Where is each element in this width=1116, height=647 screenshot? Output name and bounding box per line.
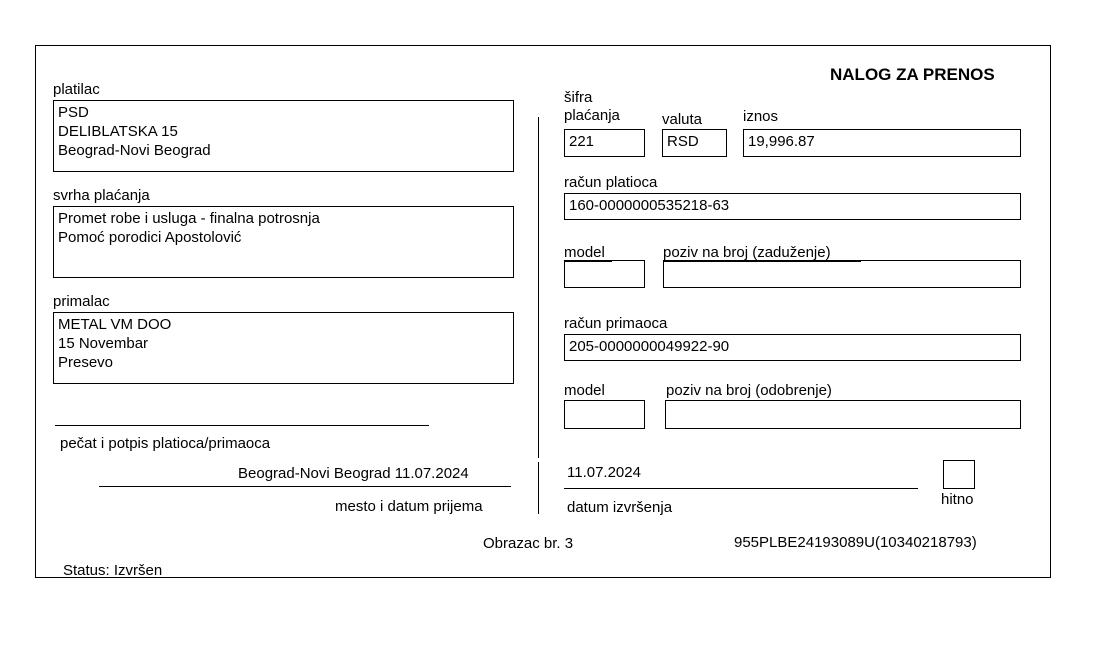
reference-code: 955PLBE24193089U(10340218793) bbox=[734, 534, 977, 551]
column-divider-bottom bbox=[538, 462, 539, 514]
recipient-account-label: račun primaoca bbox=[564, 315, 668, 332]
urgent-checkbox[interactable] bbox=[943, 460, 975, 489]
place-date-value: Beograd-Novi Beograd 11.07.2024 bbox=[238, 465, 469, 482]
debit-model-label: model bbox=[564, 244, 605, 261]
credit-model-label: model bbox=[564, 382, 605, 399]
execution-date-label: datum izvršenja bbox=[567, 499, 673, 516]
payer-label: platilac bbox=[53, 81, 100, 98]
signature-line bbox=[55, 425, 429, 426]
amount-field[interactable]: 19,996.87 bbox=[743, 129, 1021, 157]
credit-reference-field[interactable] bbox=[665, 400, 1021, 429]
purpose-field[interactable]: Promet robe i usluga - finalna potrosnja Pomoć porodici Apostolović bbox=[53, 206, 514, 278]
urgent-label: hitno bbox=[941, 491, 974, 508]
payment-code-label-1: šifra bbox=[564, 89, 593, 106]
recipient-account-field[interactable]: 205-0000000049922-90 bbox=[564, 334, 1021, 361]
execution-date-value: 11.07.2024 bbox=[567, 464, 641, 481]
payer-account-field[interactable]: 160-0000000535218-63 bbox=[564, 193, 1021, 220]
payment-code-label-2: plaćanja bbox=[564, 107, 620, 124]
payer-field[interactable]: PSD DELIBLATSKA 15 Beograd-Novi Beograd bbox=[53, 100, 514, 172]
credit-model-field[interactable] bbox=[564, 400, 645, 429]
place-date-line bbox=[99, 486, 511, 487]
debit-reference-label: poziv na broj (zaduženje) bbox=[663, 244, 831, 261]
place-date-label: mesto i datum prijema bbox=[335, 498, 483, 515]
column-divider bbox=[538, 117, 539, 458]
amount-label: iznos bbox=[743, 108, 779, 125]
debit-reference-field[interactable] bbox=[663, 260, 1021, 288]
purpose-label: svrha plaćanja bbox=[53, 187, 150, 204]
recipient-label: primalac bbox=[53, 293, 110, 310]
signature-label: pečat i potpis platioca/primaoca bbox=[60, 435, 271, 452]
recipient-field[interactable]: METAL VM DOO 15 Novembar Presevo bbox=[53, 312, 514, 384]
form-number: Obrazac br. 3 bbox=[483, 535, 574, 552]
debit-model-field[interactable] bbox=[564, 260, 645, 288]
credit-reference-label: poziv na broj (odobrenje) bbox=[666, 382, 832, 399]
currency-label: valuta bbox=[662, 111, 703, 128]
status-text: Status: Izvršen bbox=[63, 562, 163, 579]
payment-code-field[interactable]: 221 bbox=[564, 129, 645, 157]
payer-account-label: račun platioca bbox=[564, 174, 658, 191]
currency-field[interactable]: RSD bbox=[662, 129, 727, 157]
form-title: NALOG ZA PRENOS bbox=[830, 65, 995, 84]
execution-date-line bbox=[564, 488, 918, 489]
